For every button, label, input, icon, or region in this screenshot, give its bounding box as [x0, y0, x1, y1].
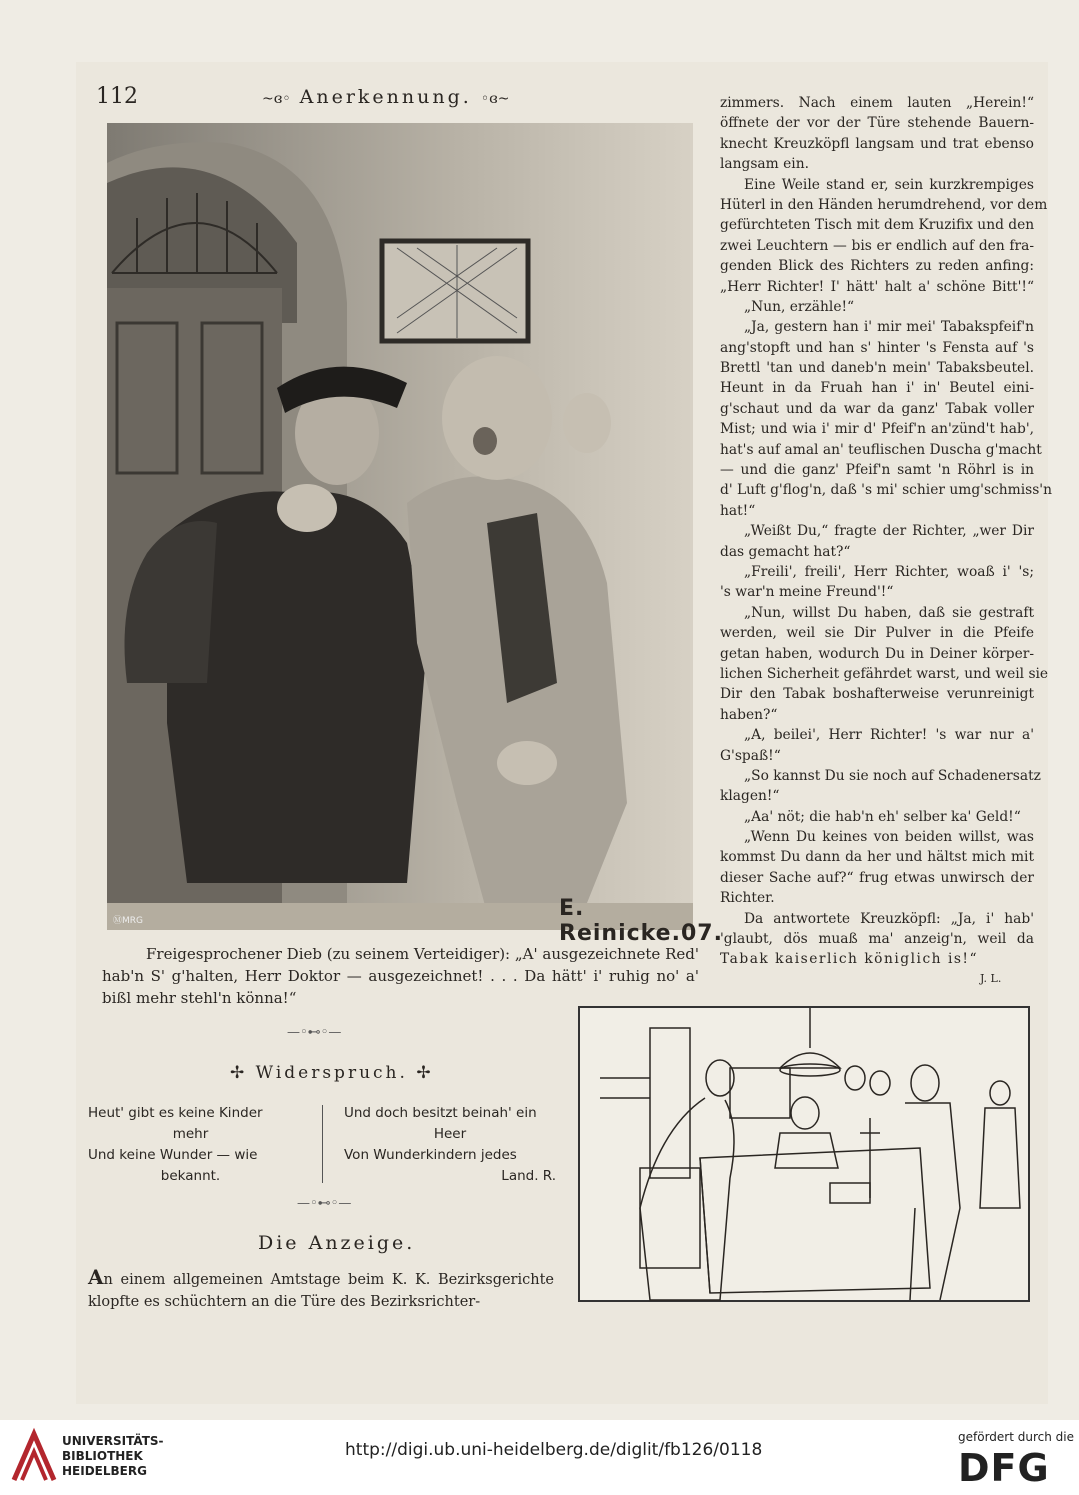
divider-1: —◦⊷◦—	[287, 1025, 342, 1040]
story-line: Dir den Tabak boshafterweise verunreinigt	[720, 686, 1034, 703]
poem-line: Und keine Wunder — wie	[88, 1147, 258, 1163]
story-line: kommst Du dann da her und hältst mich mit	[720, 849, 1034, 866]
story-line: „A, beilei', Herr Richter! 's war nur a'	[744, 727, 1034, 744]
story-line: lichen Sicherheit gefährdet warst, und weil sie	[720, 665, 1049, 682]
story-line: „Nun, willst Du haben, daß sie gestraft	[744, 604, 1034, 621]
poem-line: Heut' gibt es keine Kinder	[88, 1105, 263, 1121]
dfg-logo: DFG	[958, 1446, 1050, 1490]
story-line: hat!“	[720, 502, 756, 519]
library-name	[62, 1434, 164, 1479]
author-initials: J. L.	[980, 972, 1002, 985]
story-line: langsam ein.	[720, 156, 809, 173]
story-line: das gemacht hat?“	[720, 543, 851, 560]
story-intro	[88, 1266, 554, 1313]
story-line: „So kannst Du sie noch auf Schadenersatz	[744, 767, 1041, 784]
caption-text: Freigesprochener Dieb (zu seinem Verteidiger): „A' ausgezeichnete Red' hab'n S' g'halten, Herr Doktor — ausgezeichnet! . . . Da hätt' i' ruhig no' a' bißl mehr stehl'n könna!“	[102, 945, 699, 1007]
story-right-column	[720, 93, 1052, 970]
story-line: g'schaut und da war da ganz' Tabak voller	[720, 400, 1034, 417]
poem-column-right	[344, 1103, 556, 1187]
story-line: „Wenn Du keines von beiden willst, was	[744, 829, 1034, 846]
story-line: Tabak kaiserlich königlich is!“	[720, 951, 979, 968]
poem-line: Und doch besitzt beinah' ein	[344, 1105, 537, 1121]
story-line: Richter.	[720, 890, 775, 907]
story-line: „Freili', freili', Herr Richter, woaß i' 's;	[744, 563, 1034, 580]
title-ornament-right: ✢	[416, 1063, 434, 1083]
library-logo-icon	[10, 1430, 58, 1484]
library-line-2: BIBLIOTHEK	[62, 1449, 143, 1463]
story-line: „Weißt Du,“ fragte der Richter, „wer Dir	[744, 523, 1034, 540]
story-line: klagen!“	[720, 788, 780, 805]
story-line: 'glaubt, dös muaß ma' anzeig'n, weil da	[720, 931, 1034, 948]
running-title	[262, 86, 509, 108]
running-title-text: Anerkennung.	[299, 86, 472, 108]
ornament-right: ◦ɞ~	[480, 91, 510, 107]
story-line: „Aa' nöt; die hab'n eh' selber ka' Geld!“	[744, 808, 1021, 825]
story-intro-text: n einem allgemeinen Amtstage beim K. K. Bezirksgerichte klopfte es schüchtern an die Türe des Bezirksrichter-	[88, 1272, 554, 1310]
story-line: zwei Leuchtern — bis er endlich auf den fra-	[720, 237, 1034, 254]
poem-line: Land. R.	[501, 1168, 556, 1184]
story-line: öffnete der vor der Türe stehende Bauern-	[720, 115, 1034, 132]
story-title: Die Anzeige.	[258, 1232, 416, 1254]
page-number: 112	[96, 84, 138, 109]
story-line: G'spaß!“	[720, 747, 781, 764]
poem-line: mehr	[172, 1126, 209, 1142]
poem-line: Heer	[433, 1126, 467, 1142]
story-line: „Nun, erzähle!“	[744, 298, 855, 315]
drop-cap: A	[88, 1265, 104, 1289]
story-line: „Herr Richter! I' hätt' halt a' schöne Bitt'!“	[720, 278, 1034, 295]
story-line: genden Blick des Richters zu reden anfing:	[720, 258, 1034, 275]
story-line: 's war'n meine Freund'!“	[720, 584, 894, 601]
courtroom-drawing	[580, 1008, 1028, 1300]
poem-widerspruch	[88, 1103, 558, 1189]
story-line: Brettl 'tan und daneb'n mein' Tabaksbeutel.	[720, 360, 1034, 377]
story-line: getan haben, wodurch Du in Deiner körper-	[720, 645, 1034, 662]
ornament-left: ~ɞ◦	[262, 91, 291, 107]
story-line: ang'stopft und han s' hinter 's Fenstа auf 's	[720, 339, 1034, 356]
library-line-1: UNIVERSITÄTS-	[62, 1434, 164, 1448]
story-line: haben?“	[720, 706, 778, 723]
story-line: Eine Weile stand er, sein kurzkrempiges	[744, 176, 1034, 193]
funded-by-label: gefördert durch die	[958, 1430, 1074, 1444]
story-line: Hüterl in den Händen herumdrehend, vor dem	[720, 196, 1048, 213]
story-line: zimmers. Nach einem lauten „Herein!“	[720, 95, 1034, 111]
story-line: gefürchteten Tisch mit dem Kruzifix und den	[720, 217, 1035, 234]
source-url-link[interactable]: http://digi.ub.uni-heidelberg.de/diglit/fb126/0118	[345, 1440, 763, 1460]
divider-2: —◦⊷◦—	[297, 1196, 352, 1211]
illustration-stamp: ⓂMRG	[113, 916, 143, 926]
story-line: Da antwortete Kreuzköpfl: „Ja, i' hab'	[744, 910, 1034, 927]
story-line: — und die ganz' Pfeif'n samt 'n Röhrl is in	[720, 462, 1034, 479]
story-line: Mist; und wia i' mir d' Pfeif'n an'zünd't hab',	[720, 421, 1034, 438]
story-line: hat's auf amal an' teuflischen Duscha g'macht	[720, 441, 1042, 458]
library-line-3: HEIDELBERG	[62, 1464, 147, 1478]
story-line: „Ja, gestern han i' mir mei' Tabakspfeif'n	[744, 319, 1034, 336]
poem-line: Von Wunderkindern jedes	[344, 1147, 517, 1163]
illustration-thief-and-lawyer	[107, 123, 723, 946]
artist-signature: E. Reinicke.07.	[559, 896, 723, 946]
illustration-caption	[102, 943, 699, 1009]
story-line: Heunt in da Fruah han i' in' Beutel eini-	[720, 380, 1034, 397]
illustration-courtroom	[578, 1006, 1030, 1302]
footer-bar	[0, 1420, 1079, 1495]
poem-title: Widerspruch.	[255, 1063, 408, 1083]
poem-line: bekannt.	[160, 1168, 221, 1184]
poem-divider-line	[322, 1105, 323, 1183]
poem-column-left	[88, 1103, 293, 1187]
story-line: werden, weil sie Dir Pulver in die Pfeife	[720, 625, 1034, 642]
story-line: knecht Kreuzköpfl langsam und trat ebenso	[720, 135, 1034, 152]
story-line: dieser Sache auf?“ frug etwas unwirsch der	[720, 869, 1034, 886]
illustration-drawing	[107, 123, 693, 930]
poem-title-block	[230, 1063, 434, 1083]
story-line: d' Luft g'flog'n, daß 's mi' schier umg'schmiss'n	[720, 482, 1052, 499]
title-ornament-left: ✢	[230, 1063, 248, 1083]
